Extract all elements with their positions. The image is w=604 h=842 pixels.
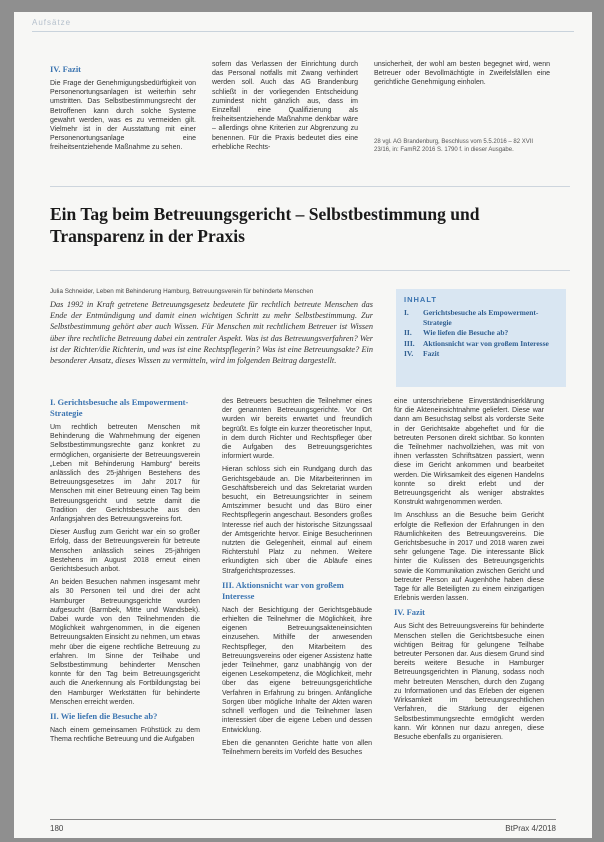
footer-rule — [50, 819, 556, 820]
abstract: Das 1992 in Kraft getretene Betreuungsgesetz bedeutete für rechtlich betreute Menschen das Ende der Entmündigung und damit einen wichtigen Schritt zu mehr Selbstbestimmung. Zur Selbstbestimmung gehört aber auch Wissen. Für Menschen mit rechtlichem Betreuer ist Wissen über ihre rechtliche Betreuung dabei ein zentraler Aspekt. Was ist das Betreuungsverfahren? Wer ist der Richter/die Richterin, und was ist eine Rechtspflegerin? Was ist eine Betreuungsakte? Ein besonderer Ansatz, dieses Wissen zu vermitteln, wird im folgenden Beitrag dargestellt. — [50, 300, 373, 366]
section-heading: I. Gerichtsbesuche als Empowerment-Strategie — [50, 397, 189, 418]
paragraph: Aus Sicht des Betreuungsvereins für behinderte Menschen stellen die Gerichtsbesuche einen wichtigen Beitrag für gelungene Teilhabe betreuter Personen dar. Aus diesem Grund sind bereits weitere Besuche in Hamburger Betreuungsgerichten in Planung, sodass noch mehr betreuten Menschen, durch den Zugang zu Informationen und das Erleben der eigenen Wirksamkeit im betreuungsrechtlichen Verfahren, die Stärkung der eigenen Selbstbestimmungsrechte ermöglicht werden kann. Wir können nur dazu anregen, diese Besuche ebenfalls zu organisieren. — [394, 623, 544, 741]
top-column-3 — [374, 60, 550, 92]
paragraph: Nach der Besichtigung der Gerichtsgebäude erhielten die Teilnehmer die Möglichkeit, ihre eigenen Betreuungsakteneinsichten einzusehen. Mithilfe der anwesenden Rechtspfleger, den Mitarbeitern des Betreuungsvereins oder eigener Assistenz hatte jeder Teilnehmer, ganz unabhängig von der eigenen Lesekompetenz, die Möglichkeit, mehr über das eigene betreuungsgerichtliche Verfahren in Erfahrung zu bringen. Anfängliche Sorgen über mögliche Inhalte der Akten waren schnell verflogen und die Teilnehmer lasen interessiert über die eigene Leben und dessen Entwicklung. — [222, 606, 372, 734]
paragraph: Hieran schloss sich ein Rundgang durch das Gerichtsgebäude an. Die Mitarbeiterinnen im Geschäftsbereich und das Sekretariat wurden besucht, ein Betreuungsrichter in seinem Amtszimmer besucht und das Büro einer Rechtspflegerin angeschaut. Besonders großes Interesse rief auch der historische Sitzungssaal der Amtsgerichte hervor. Einige Besucherinnen nutzten die Gelegenheit, einmal auf einem Richterstuhl Platz zu nehmen. Weitere erkundigten sich über die Abläufe eines Strafgerichtsprozesses. — [222, 466, 372, 575]
body-column-1 — [50, 397, 200, 749]
section-header: Aufsätze — [32, 18, 72, 27]
paragraph: Dieser Ausflug zum Gericht war ein so großer Erfolg, dass der Betreuungsverein für betreute Menschen anlässlich seines 25-jährigen Bestehens im August 2018 erneut einen Gerichtsbesuch anbot. — [50, 529, 200, 574]
article-title: Ein Tag beim Betreuungsgericht – Selbstbestimmung und Transparenz in der Praxis — [50, 204, 480, 246]
document-page — [14, 12, 592, 838]
top-column-1 — [50, 64, 196, 157]
paragraph: eine unterschriebene Einverständniserklärung für die Akteneinsichtnahme geliefert. Diese war dann am Besuchstag selbst als vorderste Seite in der Gerichtsakte abgeheftet und für die betreuten Personen direkt sichtbar. So konnten die Teilnehmer nachvollziehen, was mit von ihnen verfassten Schriftsätzen passiert, wenn diese im Gericht ankommen und bearbeitet werden. Die Wirksamkeit des eigenen Handelns konnte so direkt erlebt und der Betreuungsgericht als weniger abstraktes Konstrukt wahrgenommen werden. — [394, 398, 544, 507]
section-heading: IV. Fazit — [50, 64, 82, 74]
header-rule — [32, 31, 574, 32]
table-of-contents — [396, 289, 566, 387]
toc-label: INHALT — [404, 295, 437, 304]
toc-item: III. Aktionsnicht war von großem Interesse — [404, 338, 549, 348]
paragraph: Nach einem gemeinsamen Frühstück zu dem Thema rechtliche Betreuung und die Aufgaben — [50, 727, 200, 744]
title-rule-bottom — [50, 270, 570, 271]
author-line: Julia Schneider, Leben mit Behinderung Hamburg, Betreuungsverein für behinderte Menschen — [50, 288, 314, 295]
page-number: 180 — [50, 824, 64, 833]
paragraph: Eben die genannten Gerichte hatte von allen Teilnehmern bereits im Vorfeld des Besuches — [222, 739, 372, 756]
toc-item: I. Gerichtsbesuche als Empowerment-Strategie — [404, 308, 539, 327]
section-heading: III. Aktionsnicht war von großem Interesse — [222, 579, 344, 601]
section-heading: II. Wie liefen die Besuche ab? — [50, 711, 158, 722]
toc-item: IV. Fazit — [404, 349, 440, 358]
footnote: 28 vgl. AG Brandenburg, Beschluss vom 5.5.2016 – 82 XVII 23/16, in: FamRZ 2016 S. 1790 f. in dieser Ausgabe. — [374, 139, 534, 153]
section-heading: IV. Fazit — [394, 607, 426, 618]
journal-issue: BtPrax 4/2018 — [505, 824, 556, 833]
paragraph: des Betreuers besuchten die Teilnehmer eines der genannten Betreuungsgerichte. Vor Ort wurden wir bereits erwartet und freundlich begrüßt. Es folgte ein kurzer theoretischer Input, in dem durch Richter und Rechtspfleger über die Aufgaben des Betreuungsgerichtes informiert wurde. — [222, 398, 372, 461]
paragraph: sofern das Verlassen der Einrichtung durch das Personal notfalls mit Zwang verhindert werden soll. Auch das AG Brandenburg schließt in der vorliegenden Entscheidung zumindest nicht gänzlich aus, dass im Einzelfall eine Qualifizierung als freiheitsentziehende Maßnahme denkbar wäre – allerdings ohne Kriterien zur Abgrenzung zu benennen. Für die Praxis bedeutet dies eine erhebliche Rechts- — [212, 61, 358, 151]
paragraph: Um rechtlich betreuten Menschen mit Behinderung die Wahrnehmung der eigenen Selbstbestimmungsrechte ganz konkret zu ermöglichen, organisierte der Betreuungsverein „Leben mit Behinderung Hamburg“ bereits anlässlich des 25-jährigen Bestehens des Betreuungsgesetzes im Jahr 2017 für Menschen mit einer Betreuung einen Tag beim Betreuungsgericht und setzte damit die Tradition der Gerichtsbesuche aus den Anfangsjahren des Betreuungsvereins fort. — [50, 424, 200, 524]
paragraph: Die Frage der Genehmigungsbedürftigkeit von Personenortungsanlagen ist weiterhin sehr umstritten. Das Selbstbestimmungsrecht der Betroffenen kann durch solche Systeme gewahrt werden, was es zu vermeiden gilt. Vielmehr ist in der Ausstattung mit einer Personenortungsanlage eine freiheitsentziehende Maßnahme zu sehen. — [50, 80, 196, 152]
top-column-2 — [212, 60, 358, 156]
paragraph: An beiden Besuchen nahmen insgesamt mehr als 30 Personen teil und drei der acht Hamburger Betreuungsgerichte wurden aufgesucht (Barmbek, Mitte und Wandsbek). Dabei wurde von den Teilnehmenden die Möglichkeit wahrgenommen, in die eigenen Betreuungsakten Einsicht zu nehmen, um etwas mehr über die eigene rechtliche Betreuung zu erfahren. Im Sinne der Teilhabe und Selbstbestimmung behinderter Menschen konnte für den Tag beim Betreuungsgericht auch die Anerkennung als Fortbildungstag bei den Hamburger Werkstätten für behinderte Menschen erreicht werden. — [50, 579, 200, 706]
toc-item: II. Wie liefen die Besuche ab? — [404, 328, 509, 337]
body-column-3 — [394, 397, 544, 746]
paragraph: Im Anschluss an die Besuche beim Gericht erfolgte die Reflexion der Erfahrungen in den Räumlichkeiten des Betreuungsvereins. Die Gerichtsbesuche in 2017 und 2018 waren zwei sehr gelungene Tage. Die interessante Blick hinter die Kulissen des Betreuungsgerichts sowie die Kommunikation zwischen Gericht und betreuter Person auf Augenhöhe haben diese Tage für alle Beteiligten zu einem einzigartigen Erlebnis werden lassen. — [394, 512, 544, 603]
paragraph: unsicherheit, der wohl am besten begegnet wird, wenn Betreuer oder Bevollmächtigte in Zweifelsfällen eine gerichtliche Genehmigung einholen. — [374, 61, 550, 87]
title-rule-top — [50, 186, 570, 187]
body-column-2 — [222, 397, 372, 761]
